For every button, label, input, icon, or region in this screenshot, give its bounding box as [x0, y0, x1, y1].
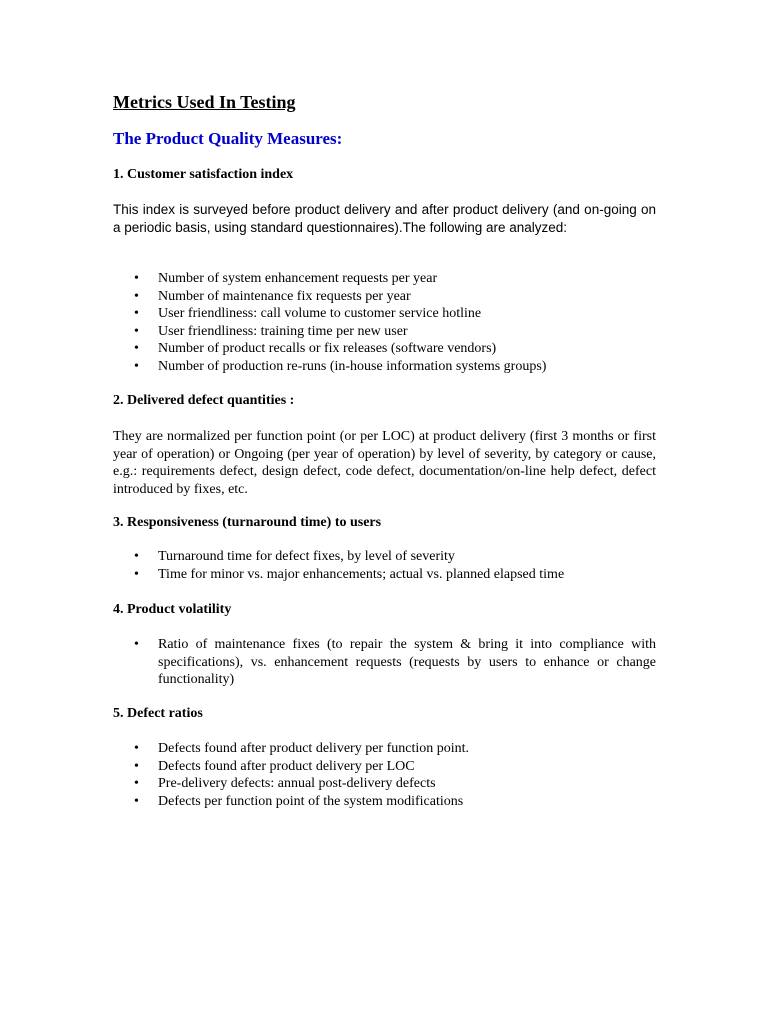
- bullet-list-product-volatility: [134, 636, 656, 689]
- list-item: [134, 358, 656, 376]
- bullet-icon: •: [134, 741, 139, 756]
- list-item-text: Number of maintenance fix requests per year: [158, 288, 411, 304]
- list-item: [134, 758, 656, 776]
- list-item: [134, 793, 656, 811]
- list-item: [134, 305, 656, 323]
- bullet-icon: •: [134, 637, 139, 652]
- list-item-text: User friendliness: training time per new user: [158, 323, 408, 339]
- list-item: [134, 323, 656, 341]
- bullet-icon: •: [134, 323, 139, 339]
- section-heading-product-volatility: 4. Product volatility: [113, 602, 232, 617]
- bullet-list-defect-ratios: [134, 740, 656, 810]
- bullet-icon: •: [134, 549, 139, 564]
- bullet-icon: •: [134, 758, 139, 774]
- bullet-list-customer-satisfaction: [134, 270, 656, 375]
- list-item: [134, 288, 656, 306]
- list-item: [134, 340, 656, 358]
- bullet-icon: •: [134, 341, 139, 356]
- section-heading-responsiveness: 3. Responsiveness (turnaround time) to users: [113, 515, 382, 530]
- section-heading-customer-satisfaction: 1. Customer satisfaction index: [113, 167, 294, 182]
- bullet-icon: •: [134, 271, 139, 286]
- list-item-text: Ratio of maintenance fixes (to repair the system & bring it into compliance with specifications), vs. enhancement requests (requests by users to enhance or change functionality): [158, 637, 656, 687]
- section-paragraph-delivered-defects: They are normalized per function point (or per LOC) at product delivery (first 3 months or first year of operation) or Ongoing (per year of operation) by level of severity, by category or cause, e.g.: requirements defect, design defect, code defect, documentation/on-line help defect, defect introduced by fixes, etc.: [113, 429, 656, 497]
- bullet-icon: •: [134, 776, 139, 791]
- list-item: [134, 775, 656, 793]
- bullet-icon: •: [134, 358, 139, 374]
- list-item-text: Defects found after product delivery per LOC: [158, 758, 415, 774]
- section-heading-defect-ratios: 5. Defect ratios: [113, 706, 203, 721]
- list-item-text: Number of production re-runs (in-house information systems groups): [158, 358, 547, 374]
- list-item: [134, 636, 656, 689]
- list-item-text: User friendliness: call volume to customer service hotline: [158, 306, 482, 321]
- list-item: [134, 270, 656, 288]
- list-item: [134, 566, 656, 584]
- list-item-text: Time for minor vs. major enhancements; actual vs. planned elapsed time: [158, 566, 565, 582]
- document-subtitle: The Product Quality Measures:: [113, 129, 343, 148]
- bullet-icon: •: [134, 288, 139, 304]
- list-item-text: Pre-delivery defects: annual post-delivery defects: [158, 776, 436, 791]
- document-title: Metrics Used In Testing: [113, 92, 296, 112]
- list-item-text: Defects found after product delivery per function point.: [158, 741, 470, 756]
- bullet-icon: •: [134, 566, 139, 582]
- list-item-text: Number of system enhancement requests per year: [158, 271, 438, 286]
- bullet-icon: •: [134, 306, 139, 321]
- bullet-icon: •: [134, 793, 139, 809]
- list-item-text: Defects per function point of the system modifications: [158, 793, 464, 809]
- list-item: [134, 740, 656, 758]
- list-item: [134, 548, 656, 566]
- list-item-text: Number of product recalls or fix releases (software vendors): [158, 341, 497, 356]
- bullet-list-responsiveness: [134, 548, 656, 583]
- list-item-text: Turnaround time for defect fixes, by level of severity: [158, 549, 455, 564]
- section-heading-delivered-defects: 2. Delivered defect quantities :: [113, 393, 295, 408]
- section-paragraph-customer-satisfaction: This index is surveyed before product delivery and after product delivery (and on-going on a periodic basis, using standard questionnaires).The following are analyzed:: [113, 202, 656, 235]
